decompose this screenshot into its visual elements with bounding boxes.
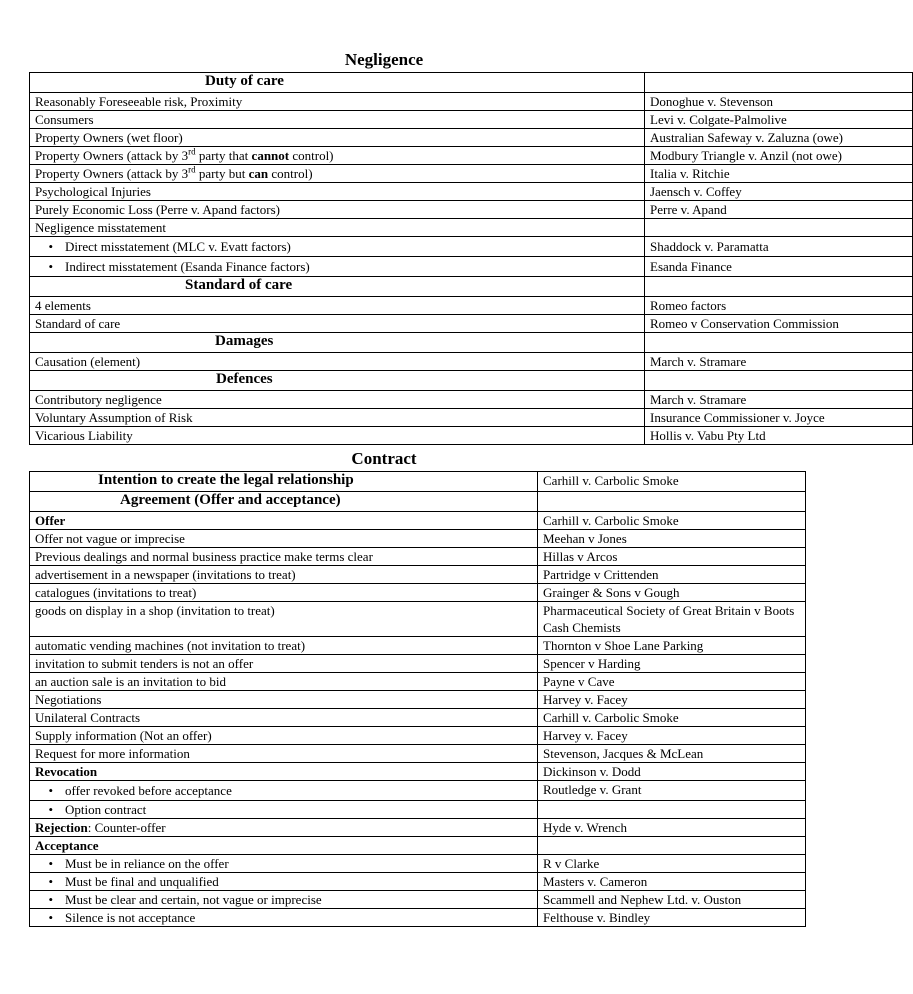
issue-cell: Negotiations — [30, 691, 538, 709]
table-row — [30, 297, 913, 315]
issue-cell: Unilateral Contracts — [30, 709, 538, 727]
issue-cell: invitation to submit tenders is not an offer — [30, 655, 538, 673]
case-cell: Spencer v Harding — [538, 655, 806, 673]
standard-of-care-heading: Standard of care — [30, 277, 645, 297]
negligence-table — [29, 72, 913, 445]
case-cell: Scammell and Nephew Ltd. v. Ouston — [538, 891, 806, 909]
case-cell: Harvey v. Facey — [538, 727, 806, 745]
case-cell: R v Clarke — [538, 855, 806, 873]
table-row — [30, 165, 913, 183]
bullet-issue-cell: • Direct misstatement (MLC v. Evatt factors) — [30, 237, 645, 257]
issue-cell: Voluntary Assumption of Risk — [30, 409, 645, 427]
table-row — [30, 655, 806, 673]
case-cell: Dickinson v. Dodd — [538, 763, 806, 781]
empty-cell — [538, 492, 806, 512]
issue-cell: Standard of care — [30, 315, 645, 333]
bullet-issue-cell: • offer revoked before acceptance — [30, 781, 538, 801]
table-row — [30, 427, 913, 445]
table-row — [30, 548, 806, 566]
case-cell: Insurance Commissioner v. Joyce — [645, 409, 913, 427]
case-cell: Meehan v Jones — [538, 530, 806, 548]
issue-cell: Supply information (Not an offer) — [30, 727, 538, 745]
acceptance-subheading: Acceptance — [30, 837, 538, 855]
table-row — [30, 353, 913, 371]
case-cell: Italia v. Ritchie — [645, 165, 913, 183]
issue-cell: Previous dealings and normal business practice make terms clear — [30, 548, 538, 566]
bullet-icon: • — [48, 892, 53, 907]
bullet-icon: • — [48, 239, 53, 254]
case-cell: Grainger & Sons v Gough — [538, 584, 806, 602]
empty-cell — [645, 371, 913, 391]
case-cell: Esanda Finance — [645, 257, 913, 277]
case-cell: Carhill v. Carbolic Smoke — [538, 472, 806, 492]
table-row — [30, 93, 913, 111]
empty-cell — [645, 277, 913, 297]
empty-cell — [645, 73, 913, 93]
case-cell: Shaddock v. Paramatta — [645, 237, 913, 257]
table-row — [30, 691, 806, 709]
table-row — [30, 727, 806, 745]
issue-cell-third-party-can: Property Owners (attack by 3rd party but can control) — [30, 165, 645, 183]
issue-cell: an auction sale is an invitation to bid — [30, 673, 538, 691]
table-row — [30, 371, 913, 391]
issue-cell: automatic vending machines (not invitation to treat) — [30, 637, 538, 655]
duty-of-care-heading: Duty of care — [30, 73, 645, 93]
issue-cell: goods on display in a shop (invitation to treat) — [30, 602, 538, 637]
rejection-cell: Rejection: Counter-offer — [30, 819, 538, 837]
issue-cell: catalogues (invitations to treat) — [30, 584, 538, 602]
bullet-icon: • — [48, 802, 53, 817]
issue-cell: Reasonably Foreseeable risk, Proximity — [30, 93, 645, 111]
table-row — [30, 637, 806, 655]
table-row — [30, 183, 913, 201]
case-cell: March v. Stramare — [645, 353, 913, 371]
bullet-icon: • — [48, 259, 53, 274]
table-row — [30, 472, 806, 492]
bullet-issue-cell: • Silence is not acceptance — [30, 909, 538, 927]
table-row — [30, 673, 806, 691]
case-cell: Partridge v Crittenden — [538, 566, 806, 584]
table-row — [30, 409, 913, 427]
table-row — [30, 709, 806, 727]
bullet-icon: • — [48, 874, 53, 889]
table-row — [30, 566, 806, 584]
damages-heading: Damages — [30, 333, 645, 353]
table-row — [30, 277, 913, 297]
case-cell: Donoghue v. Stevenson — [645, 93, 913, 111]
bullet-icon: • — [48, 783, 53, 798]
case-cell: Modbury Triangle v. Anzil (not owe) — [645, 147, 913, 165]
table-row — [30, 745, 806, 763]
issue-cell: Causation (element) — [30, 353, 645, 371]
issue-cell: Offer not vague or imprecise — [30, 530, 538, 548]
case-cell: Routledge v. Grant — [538, 781, 806, 801]
issue-cell: Property Owners (wet floor) — [30, 129, 645, 147]
case-cell: Hyde v. Wrench — [538, 819, 806, 837]
contract-table — [29, 471, 806, 927]
bullet-issue-cell: • Option contract — [30, 801, 538, 819]
case-cell: Perre v. Apand — [645, 201, 913, 219]
case-cell: Pharmaceutical Society of Great Britain v Boots Cash Chemists — [538, 602, 806, 637]
table-row — [30, 219, 913, 237]
case-cell: Masters v. Cameron — [538, 873, 806, 891]
case-cell: March v. Stramare — [645, 391, 913, 409]
case-cell: Payne v Cave — [538, 673, 806, 691]
issue-cell: Purely Economic Loss (Perre v. Apand factors) — [30, 201, 645, 219]
table-row — [30, 257, 913, 277]
table-row — [30, 584, 806, 602]
issue-cell: Vicarious Liability — [30, 427, 645, 445]
case-cell: Hollis v. Vabu Pty Ltd — [645, 427, 913, 445]
case-cell: Thornton v Shoe Lane Parking — [538, 637, 806, 655]
case-cell — [645, 219, 913, 237]
issue-cell: 4 elements — [30, 297, 645, 315]
offer-subheading: Offer — [30, 512, 538, 530]
case-cell: Harvey v. Facey — [538, 691, 806, 709]
empty-cell — [538, 801, 806, 819]
table-row — [30, 909, 806, 927]
issue-cell: Contributory negligence — [30, 391, 645, 409]
case-cell: Carhill v. Carbolic Smoke — [538, 709, 806, 727]
case-cell: Jaensch v. Coffey — [645, 183, 913, 201]
issue-cell: advertisement in a newspaper (invitations to treat) — [30, 566, 538, 584]
table-row — [30, 530, 806, 548]
bullet-issue-cell: • Must be clear and certain, not vague or imprecise — [30, 891, 538, 909]
issue-cell-third-party-cannot: Property Owners (attack by 3rd party that cannot control) — [30, 147, 645, 165]
table-row — [30, 891, 806, 909]
table-row — [30, 333, 913, 353]
case-cell: Hillas v Arcos — [538, 548, 806, 566]
table-row — [30, 819, 806, 837]
bullet-issue-cell: • Must be in reliance on the offer — [30, 855, 538, 873]
table-row — [30, 801, 806, 819]
case-cell: Stevenson, Jacques & McLean — [538, 745, 806, 763]
table-row — [30, 781, 806, 801]
table-row — [30, 315, 913, 333]
case-cell: Felthouse v. Bindley — [538, 909, 806, 927]
issue-cell: Negligence misstatement — [30, 219, 645, 237]
defences-heading: Defences — [30, 371, 645, 391]
table-row — [30, 237, 913, 257]
empty-cell — [645, 333, 913, 353]
table-row — [30, 602, 806, 637]
issue-cell: Request for more information — [30, 745, 538, 763]
table-row — [30, 73, 913, 93]
table-row — [30, 763, 806, 781]
case-cell: Australian Safeway v. Zaluzna (owe) — [645, 129, 913, 147]
contract-title: Contract — [351, 449, 417, 468]
negligence-title: Negligence — [344, 50, 424, 69]
table-row — [30, 512, 806, 530]
table-row — [30, 201, 913, 219]
case-cell: Romeo factors — [645, 297, 913, 315]
table-row — [30, 873, 806, 891]
bullet-issue-cell: • Indirect misstatement (Esanda Finance factors) — [30, 257, 645, 277]
agreement-heading: Agreement (Offer and acceptance) — [30, 492, 538, 512]
table-row — [30, 492, 806, 512]
case-cell: Carhill v. Carbolic Smoke — [538, 512, 806, 530]
table-row — [30, 837, 806, 855]
bullet-issue-cell: • Must be final and unqualified — [30, 873, 538, 891]
case-cell: Romeo v Conservation Commission — [645, 315, 913, 333]
issue-cell: Psychological Injuries — [30, 183, 645, 201]
table-row — [30, 855, 806, 873]
table-row — [30, 111, 913, 129]
intention-heading: Intention to create the legal relationship — [30, 472, 538, 492]
bullet-icon: • — [48, 856, 53, 871]
case-cell: Levi v. Colgate-Palmolive — [645, 111, 913, 129]
issue-cell: Consumers — [30, 111, 645, 129]
bullet-icon: • — [48, 910, 53, 925]
table-row — [30, 391, 913, 409]
empty-cell — [538, 837, 806, 855]
revocation-subheading: Revocation — [30, 763, 538, 781]
table-row — [30, 147, 913, 165]
table-row — [30, 129, 913, 147]
